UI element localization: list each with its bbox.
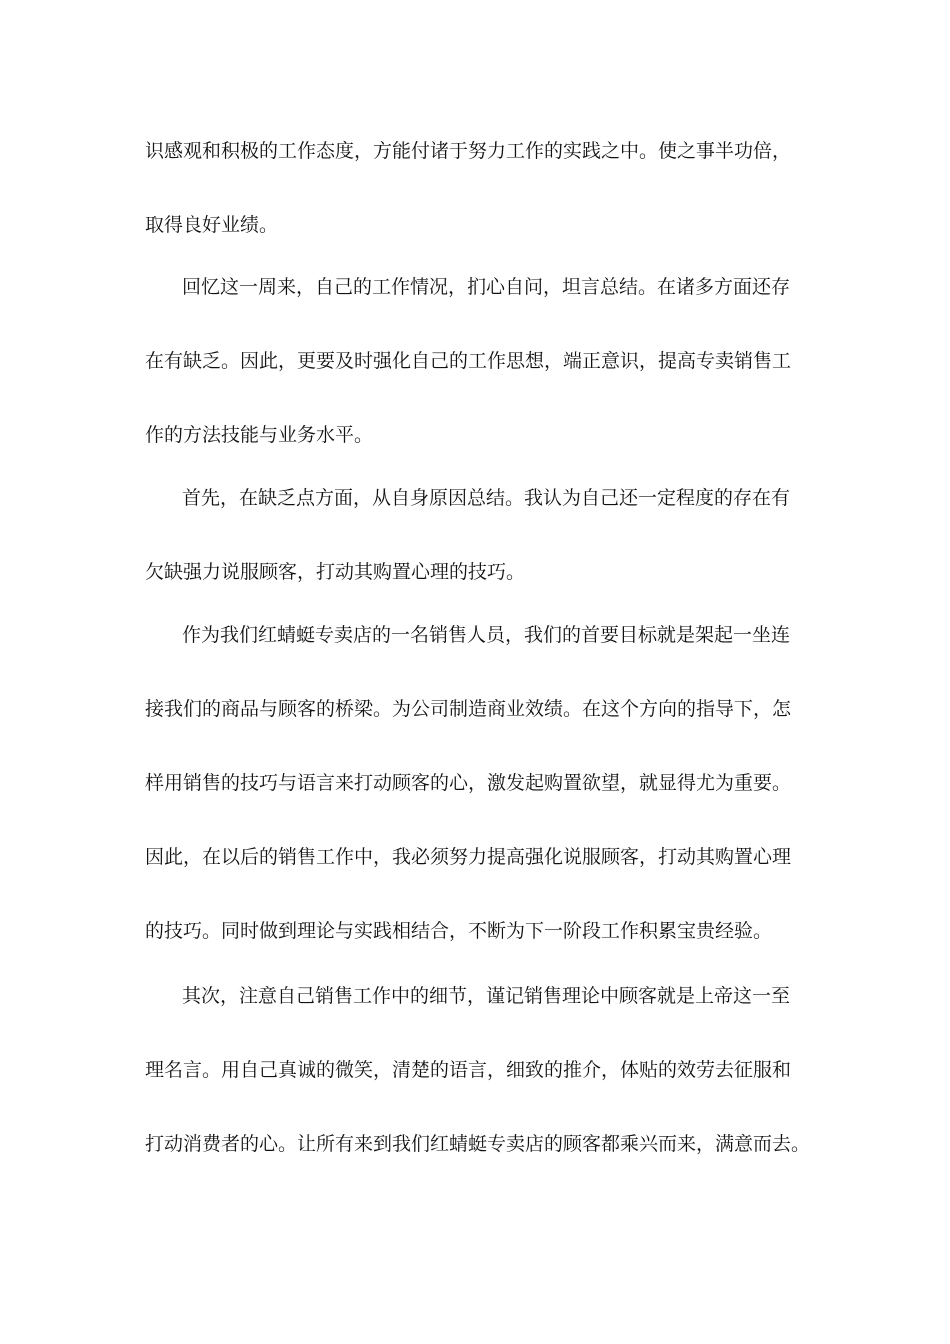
text-line: 欠缺强力说服顾客，打动其购置心理的技巧。 [145, 561, 526, 583]
text-line: 样用销售的技巧与语言来打动顾客的心，激发起购置欲望，就显得尤为重要。 [145, 772, 792, 794]
text-line: 作的方法技能与业务水平。 [145, 424, 374, 446]
text-line: 因此，在以后的销售工作中，我必须努力提高强化说服顾客，打动其购置心理 [145, 846, 792, 868]
text-line: 取得良好业绩。 [145, 214, 279, 236]
text-line: 接我们的商品与顾客的桥梁。为公司制造商业效绩。在这个方向的指导下，怎 [145, 698, 792, 720]
text-line: 识感观和积极的工作态度，方能付诸于努力工作的实践之中。使之事半功倍， [145, 140, 792, 162]
paragraph-first-line: 其次，注意自己销售工作中的细节，谨记销售理论中顾客就是上帝这一至 [182, 985, 791, 1007]
paragraph-first-line: 回忆这一周来，自己的工作情况，扪心自问，坦言总结。在诸多方面还存 [182, 276, 791, 298]
paragraph-first-line: 首先，在缺乏点方面，从自身原因总结。我认为自己还一定程度的存在有 [182, 487, 791, 509]
paragraph-first-line: 作为我们红蜻蜓专卖店的一名销售人员，我们的首要目标就是架起一坐连 [182, 624, 791, 646]
text-line: 的技巧。同时做到理论与实践相结合，不断为下一阶段工作积累宝贵经验。 [145, 920, 773, 942]
text-line: 打动消费者的心。让所有来到我们红蜻蜓专卖店的顾客都乘兴而来，满意而去。 [145, 1133, 811, 1155]
text-line: 在有缺乏。因此，更要及时强化自己的工作思想，端正意识，提高专卖销售工 [145, 350, 792, 372]
text-line: 理名言。用自己真诚的微笑，清楚的语言，细致的推介，体贴的效劳去征服和 [145, 1059, 792, 1081]
